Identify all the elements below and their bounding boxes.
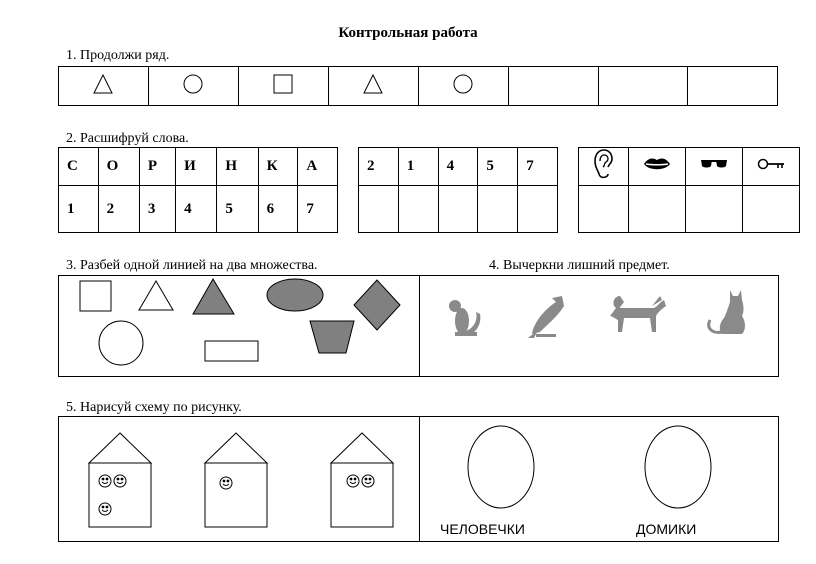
triangle-outline (139, 281, 173, 310)
answer-cell[interactable] (398, 186, 438, 233)
dog-icon (610, 296, 666, 332)
shapes-canvas[interactable] (59, 276, 419, 376)
houses-canvas (59, 417, 419, 541)
house-with-three-faces (89, 433, 151, 527)
code-number: 7 (518, 148, 558, 186)
sequence-cell (59, 67, 149, 106)
houses-oval (645, 426, 711, 508)
cipher-number: 7 (298, 186, 338, 233)
cipher-letter: С (59, 148, 99, 186)
ovals-panel (419, 416, 779, 542)
sequence-cell (148, 67, 238, 106)
triangle-icon (92, 73, 114, 95)
code-number: 5 (478, 148, 518, 186)
circle-icon (452, 73, 474, 95)
code-number: 1 (398, 148, 438, 186)
cipher-letter: О (98, 148, 139, 186)
rectangle-outline (205, 341, 258, 361)
square-icon (272, 73, 294, 95)
circle-outline (99, 321, 143, 365)
task5-label: 5. Нарисуй схему по рисунку. (66, 400, 242, 415)
people-caption: ЧЕЛОВЕЧКИ (440, 521, 525, 537)
sunglasses-icon (699, 156, 729, 172)
cipher-number: 5 (217, 186, 258, 233)
picture-cell (579, 148, 629, 186)
triangle-filled (193, 279, 234, 314)
lips-icon (642, 154, 672, 174)
square-outline (80, 281, 111, 311)
cipher-letter: А (298, 148, 338, 186)
task1-label: 1. Продолжи ряд. (66, 48, 170, 63)
code-word-table (358, 147, 558, 233)
cipher-letter: Р (139, 148, 175, 186)
task1-sequence-table (58, 66, 778, 106)
key-icon (756, 156, 786, 172)
houses-panel (58, 416, 420, 542)
sequence-empty-cell[interactable] (598, 67, 688, 106)
task3-label: 3. Разбей одной линией на два множества. (66, 258, 318, 273)
cipher-letter: И (176, 148, 217, 186)
cipher-number: 1 (59, 186, 99, 233)
picture-cell (685, 148, 742, 186)
house-with-one-face (205, 433, 267, 527)
cat-icon (709, 290, 745, 334)
sequence-cell (418, 67, 508, 106)
people-oval (468, 426, 534, 508)
answer-cell[interactable] (438, 186, 478, 233)
animals-panel (419, 275, 779, 377)
sequence-empty-cell[interactable] (508, 67, 598, 106)
cipher-letter: Н (217, 148, 258, 186)
answer-cell[interactable] (518, 186, 558, 233)
houses-caption: ДОМИКИ (636, 521, 697, 537)
code-number: 4 (438, 148, 478, 186)
cipher-letter: К (258, 148, 298, 186)
answer-cell[interactable] (685, 186, 742, 233)
diamond-filled (354, 280, 400, 330)
chipmunk-icon (449, 300, 480, 336)
picture-cell (742, 148, 799, 186)
cipher-number: 4 (176, 186, 217, 233)
ear-icon (590, 148, 616, 180)
page-title: Контрольная работа (338, 25, 478, 41)
animals-canvas (420, 276, 778, 376)
shapes-panel (58, 275, 420, 377)
picture-cell (628, 148, 685, 186)
task4-label: 4. Вычеркни лишний предмет. (489, 258, 670, 273)
answer-cell[interactable] (478, 186, 518, 233)
code-number: 2 (359, 148, 399, 186)
answer-cell[interactable] (742, 186, 799, 233)
sequence-cell (238, 67, 328, 106)
cipher-number: 2 (98, 186, 139, 233)
cipher-number: 6 (258, 186, 298, 233)
sequence-empty-cell[interactable] (688, 67, 778, 106)
task2-label: 2. Расшифруй слова. (66, 131, 189, 146)
house-with-two-faces (331, 433, 393, 527)
cipher-number: 3 (139, 186, 175, 233)
answer-cell[interactable] (359, 186, 399, 233)
answer-cell[interactable] (579, 186, 629, 233)
trapezoid-filled (310, 321, 354, 353)
sequence-cell (328, 67, 418, 106)
circle-icon (182, 73, 204, 95)
answer-cell[interactable] (628, 186, 685, 233)
bird-icon (528, 296, 564, 338)
cipher-key-table (58, 147, 338, 233)
triangle-icon (362, 73, 384, 95)
picture-word-table (578, 147, 800, 233)
ellipse-filled (267, 279, 323, 311)
